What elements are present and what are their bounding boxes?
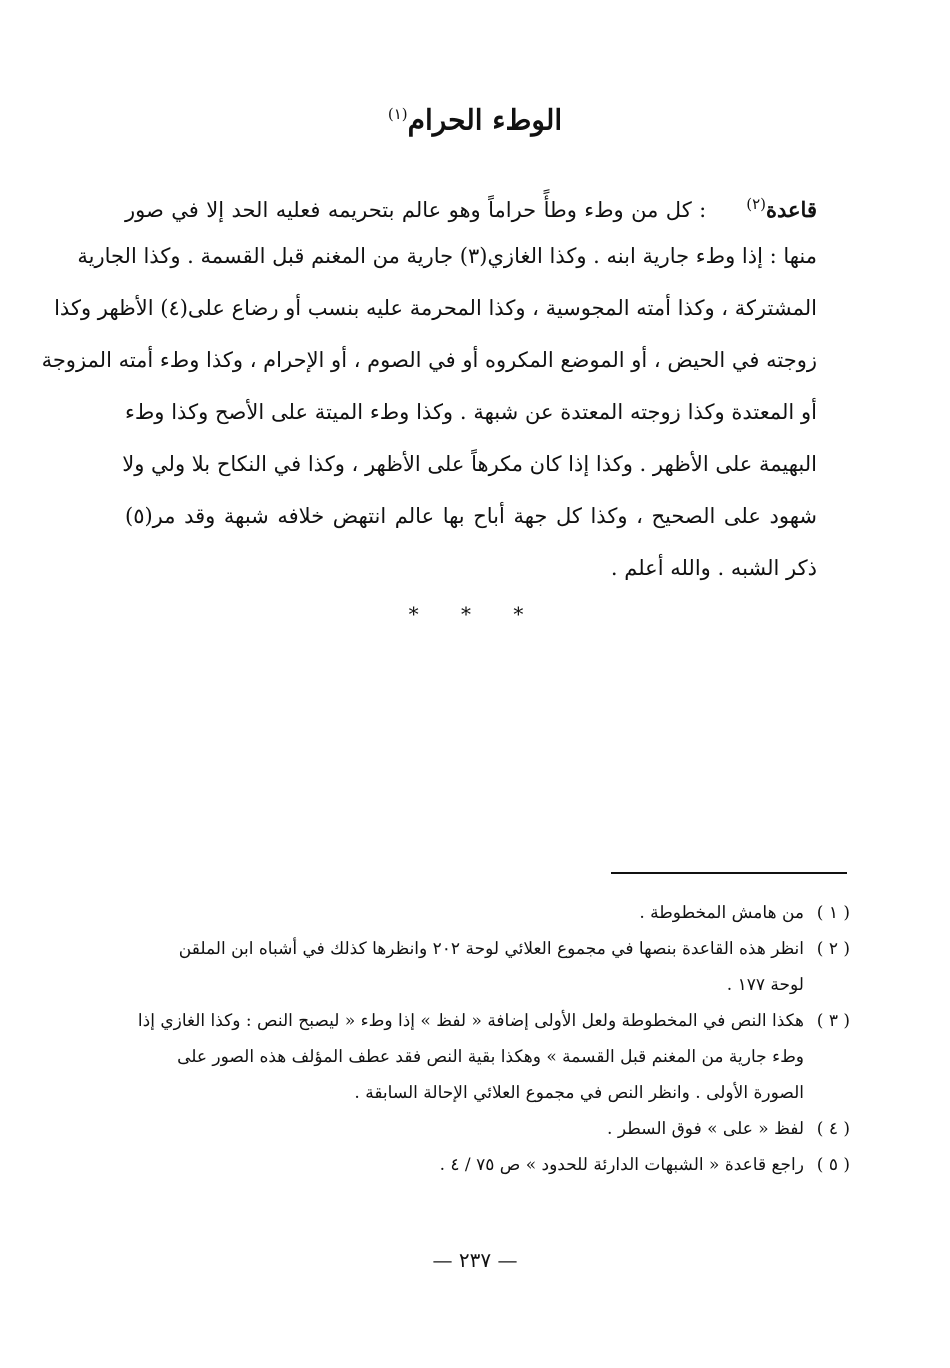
body-text <box>41 178 817 594</box>
footnotes <box>115 895 850 1183</box>
footnote-text: الصورة الأولى . وانظر النص في مجموع العلائي الإحالة السابقة . <box>354 1083 804 1103</box>
body-line-4: زوجته في الحيض ، أو الموضع المكروه أو في الصوم ، أو الإحرام ، وكذا وطء أمته المزوجة <box>41 348 817 372</box>
footnote-number: ( ٤ ) <box>816 1119 850 1139</box>
body-line-text: : كل من وطء وطأً حراماً وهو عالم بتحريمه فعليه الحد إلا في صور <box>125 198 707 222</box>
body-line-7: شهود على الصحيح ، وكذا كل جهة أباح بها عالم انتهض خلافه شبهة وقد مر(٥) <box>125 504 817 528</box>
footnote-rule <box>611 872 847 874</box>
footnote-number: ( ٢ ) <box>816 939 850 959</box>
rule-footnote-ref: (٢) <box>746 195 766 213</box>
footnote-2 <box>115 931 850 1003</box>
title-footnote-ref: (١) <box>387 105 408 123</box>
footnote-4 <box>115 1111 850 1147</box>
footnote-text: لوحة ١٧٧ . <box>726 975 804 995</box>
footnote-text: من هامش المخطوطة . <box>639 903 804 923</box>
body-line-3: المشتركة ، وكذا أمته المجوسية ، وكذا المحرمة عليه بنسب أو رضاع على(٤) الأظهر وكذا <box>54 296 817 320</box>
page-title <box>0 92 950 142</box>
body-line-1 <box>125 178 817 230</box>
body-line-6: البهيمة على الأظهر . وكذا إذا كان مكرهاً على الأظهر ، وكذا في النكاح بلا ولي ولا <box>122 452 817 476</box>
footnote-number: ( ٣ ) <box>816 1011 850 1031</box>
page-number: — ٢٣٧ — <box>432 1248 518 1272</box>
footnote-text: انظر هذه القاعدة بنصها في مجموع العلائي لوحة ٢٠٢ وانظرها كذلك في أشباه ابن الملقن <box>178 939 804 959</box>
footnote-1 <box>115 895 850 931</box>
footnote-5 <box>115 1147 850 1183</box>
body-line-5: أو المعتدة وكذا زوجته المعتدة عن شبهة . وكذا وطء الميتة على الأصح وكذا وطء <box>125 400 817 424</box>
footnote-text: راجع قاعدة « الشبهات الدارئة للحدود » ص ٧٥ / ٤ . <box>439 1155 804 1175</box>
footnote-text: هكذا النص في المخطوطة ولعل الأولى إضافة « لفظ » إذا وطء « ليصبح النص : وكذا الغازي إذا <box>137 1011 804 1031</box>
footnote-number: ( ٥ ) <box>816 1155 850 1175</box>
footnote-text: وطء جارية من المغنم قبل القسمة » وهكذا بقية النص فقد عطف المؤلف هذه الصور على <box>177 1047 804 1067</box>
rule-label: قاعدة <box>766 197 817 222</box>
title-text: الوطء الحرام <box>407 103 563 137</box>
body-line-2: منها : إذا وطء جارية ابنه . وكذا الغازي(٣) جارية من المغنم قبل القسمة . وكذا الجارية <box>77 244 817 268</box>
footnote-number: ( ١ ) <box>816 903 850 923</box>
section-separator: * * * <box>408 602 542 626</box>
footnote-text: لفظ « على » فوق السطر . <box>607 1119 804 1139</box>
body-line-8: ذكر الشبه . والله أعلم . <box>610 556 817 580</box>
footnote-3 <box>115 1003 850 1111</box>
